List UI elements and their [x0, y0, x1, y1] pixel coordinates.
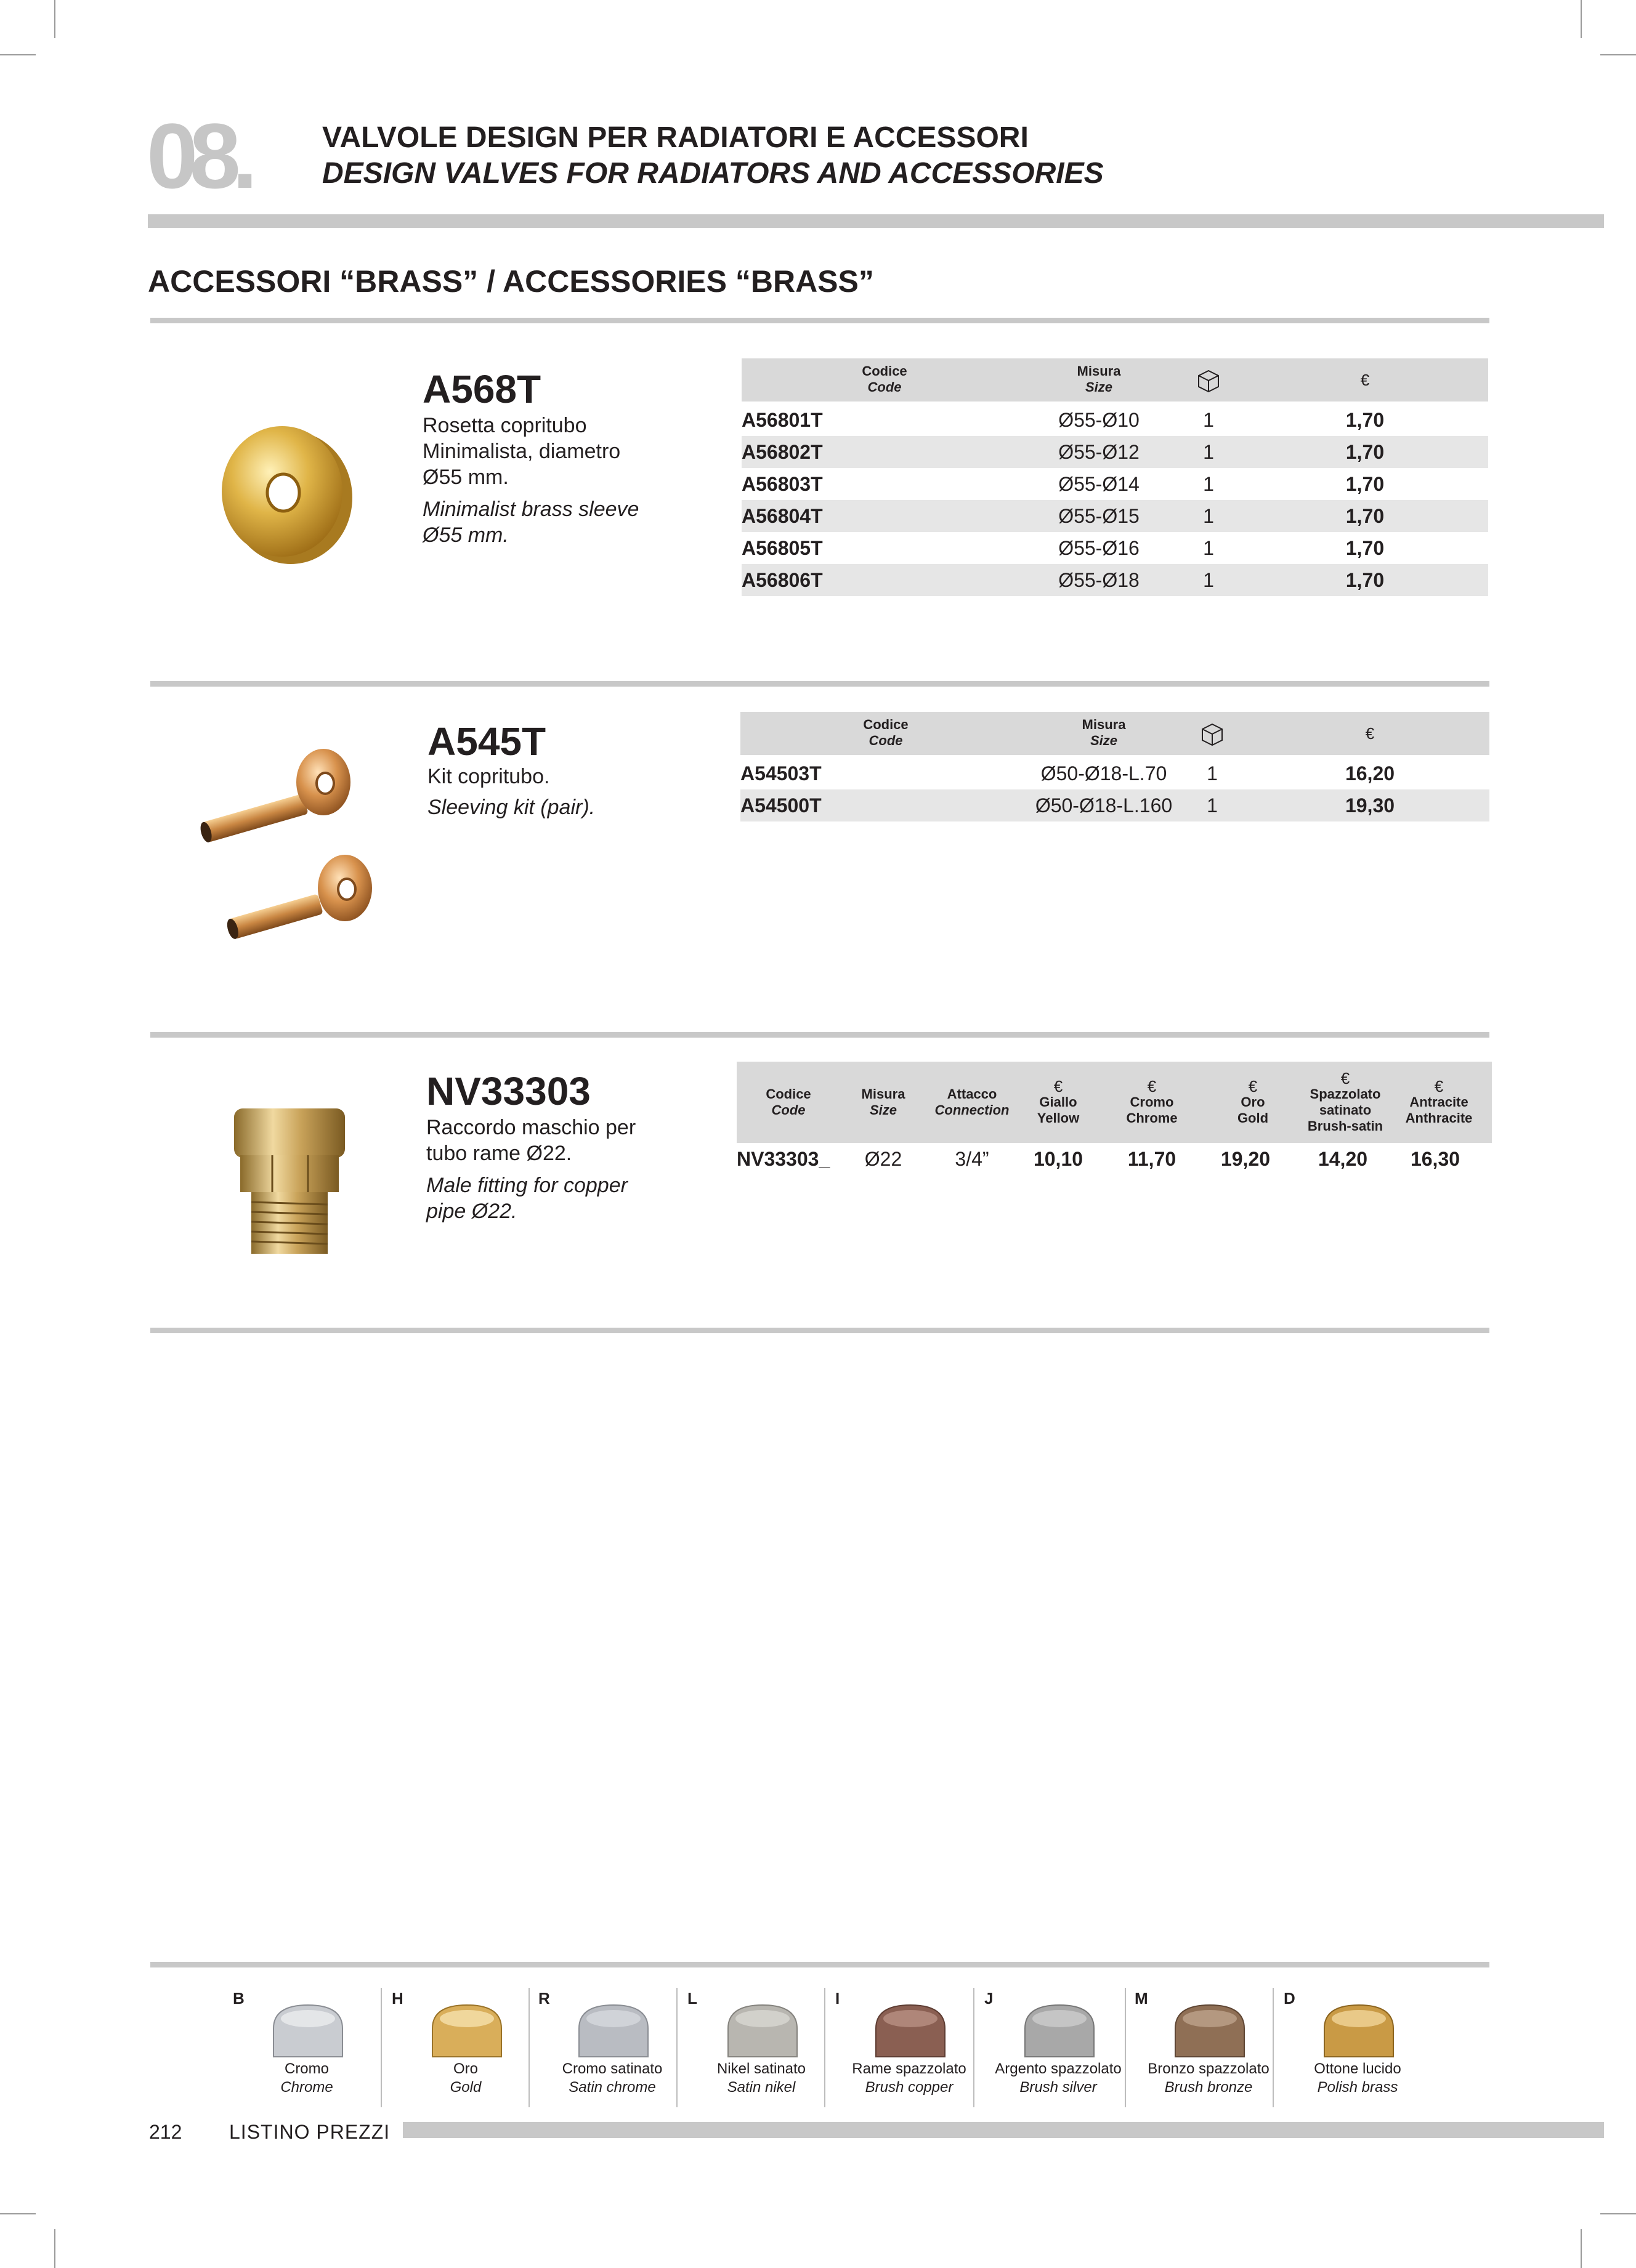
finish-brush-silver: J Argento spazzolato Brush silver	[984, 1989, 1122, 2096]
finish-gold: H Oro Gold	[392, 1989, 540, 2100]
finish-swatch	[723, 2001, 802, 2058]
chapter-number: 08.	[147, 104, 249, 208]
col-header-size: Misura Size	[861, 1086, 905, 1118]
table-row: NV33303_ Ø22 3/4” 10,10 11,70 19,20 14,20 16,30	[737, 1148, 1460, 1170]
table-row: A56802T Ø55-Ø12 1 1,70	[742, 436, 1488, 468]
section-title: ACCESSORI “BRASS” / ACCESSORIES “BRASS”	[148, 264, 874, 299]
finish-separator	[676, 1988, 678, 2107]
nv33303-product-image	[222, 1102, 357, 1262]
product-divider	[150, 1328, 1489, 1333]
a568t-product-image	[209, 419, 357, 567]
a545t-desc-en: Sleeving kit (pair).	[427, 796, 596, 819]
finish-separator	[1125, 1988, 1126, 2107]
box-icon	[1200, 722, 1225, 746]
col-header-euro: €	[1365, 724, 1375, 743]
header-bar	[148, 214, 1604, 228]
col-header-code: Codice Code	[863, 717, 909, 748]
chapter-title-it: VALVOLE DESIGN PER RADIATORI E ACCESSORI	[322, 121, 1029, 154]
col-header-euro: €	[1360, 371, 1370, 389]
a545t-table	[740, 712, 1489, 823]
a568t-title: A568T	[423, 367, 541, 411]
table-row: A56805T Ø55-Ø16 1 1,70	[742, 537, 1385, 559]
table-row: A54500T Ø50-Ø18-L.160 1 19,30	[740, 789, 1489, 821]
table-row: A56801T Ø55-Ø10 1 1,70	[742, 409, 1385, 431]
finish-swatch	[269, 2001, 347, 2058]
nv33303-title: NV33303	[426, 1069, 591, 1113]
product-divider	[150, 1032, 1489, 1038]
col-header-connection: Attacco Connection	[934, 1086, 1010, 1118]
col-header-code: Codice Code	[766, 1086, 811, 1118]
col-header-size: Misura Size	[1082, 717, 1126, 748]
finish-satin-chrome: R Cromo satinato Satin chrome	[538, 1989, 663, 2096]
a568t-desc-it: Rosetta copritubo Minimalista, diametro Ø55 mm.	[423, 414, 621, 489]
finish-separator	[973, 1988, 974, 2107]
table-row: A54503T Ø50-Ø18-L.70 1 16,20	[740, 762, 1395, 785]
page-number: 212	[149, 2121, 182, 2143]
table-row: A56804T Ø55-Ø15 1 1,70	[742, 500, 1488, 532]
col-header-code: Codice Code	[862, 363, 907, 395]
finish-brush-bronze: M Bronzo spazzolato Brush bronze	[1135, 1989, 1270, 2096]
finish-separator	[528, 1988, 530, 2107]
col-header-anthracite: € Antracite Anthracite	[1405, 1077, 1473, 1126]
finish-brush-copper: I Rame spazzolato Brush copper	[835, 1989, 966, 2096]
finish-swatch	[574, 2001, 653, 2058]
col-header-size: Misura Size	[1077, 363, 1121, 395]
finish-separator	[381, 1988, 382, 2107]
col-header-brush-satin: € Spazzolato satinato Brush-satin	[1307, 1069, 1383, 1134]
finish-swatch	[427, 2001, 506, 2058]
table-row: A56806T Ø55-Ø18 1 1,70	[742, 564, 1488, 596]
col-header-chrome: € Cromo Chrome	[1126, 1077, 1178, 1126]
finish-separator	[1273, 1988, 1274, 2107]
footer-bar	[403, 2122, 1604, 2138]
finish-polish-brass: D Ottone lucido Polish brass	[1284, 1989, 1401, 2096]
box-icon	[1196, 368, 1221, 393]
finish-swatch	[1020, 2001, 1099, 2058]
a545t-title: A545T	[427, 719, 546, 764]
finishes-divider	[150, 1962, 1489, 1967]
finish-swatch	[1170, 2001, 1249, 2058]
a568t-desc-en: Minimalist brass sleeve Ø55 mm.	[423, 498, 639, 547]
a545t-desc-it: Kit copritubo.	[427, 765, 550, 788]
nv33303-desc-en: Male fitting for copper pipe Ø22.	[426, 1174, 628, 1223]
finish-separator	[824, 1988, 825, 2107]
table-row: A56803T Ø55-Ø14 1 1,70	[742, 473, 1385, 495]
section-divider	[150, 318, 1489, 323]
finish-satin-nikel: L Nikel satinato Satin nikel	[687, 1989, 806, 2096]
footer-label: LISTINO PREZZI	[229, 2121, 391, 2143]
finish-chrome: B Cromo Chrome	[233, 1989, 381, 2100]
finish-swatch	[1319, 2001, 1398, 2058]
a545t-product-image	[191, 739, 376, 948]
nv33303-desc-it: Raccordo maschio per tubo rame Ø22.	[426, 1116, 636, 1165]
finish-swatch	[871, 2001, 950, 2058]
a568t-table	[742, 358, 1488, 592]
col-header-yellow: € Giallo Yellow	[1037, 1077, 1080, 1126]
chapter-title-en: DESIGN VALVES FOR RADIATORS AND ACCESSORIES	[322, 157, 1104, 190]
col-header-gold: € Oro Gold	[1237, 1077, 1269, 1126]
product-divider	[150, 681, 1489, 687]
